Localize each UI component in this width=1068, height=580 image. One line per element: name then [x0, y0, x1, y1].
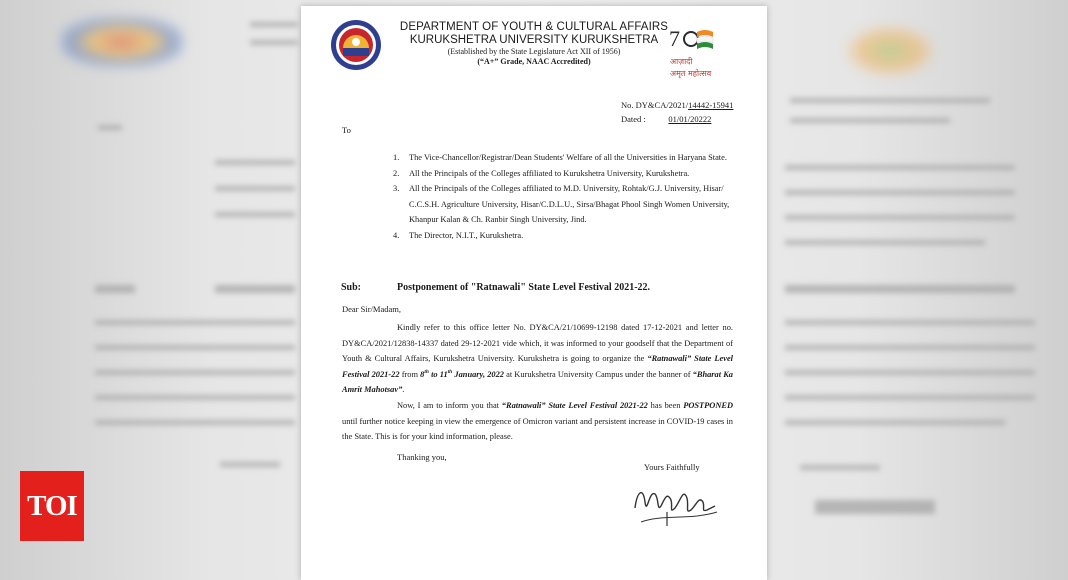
svg-text:अमृत महोत्सव: अमृत महोत्सव — [670, 69, 712, 78]
toi-badge: TOI — [20, 471, 84, 541]
subject-label: Sub: — [341, 282, 362, 293]
reference-number: No. DY&CA/2021/14442-15941 — [621, 100, 734, 110]
naac-grade: (“A+” Grade, NAAC Accredited) — [477, 57, 591, 66]
to-label: To — [342, 125, 351, 135]
letter-date: Dated : 01/01/20222 — [621, 114, 712, 124]
yours-faithfully: Yours Faithfully — [644, 462, 700, 472]
university-emblem-icon — [329, 18, 383, 72]
recipient-item: 1. The Vice-Chancellor/Registrar/Dean Students' Welfare of all the Universities in Haryana State. — [393, 153, 727, 162]
letter-page — [301, 6, 767, 580]
paragraph-1: Kindly refer to this office letter No. DY&CA/21/10699-12198 dated 17-12-2021 and letter no. DY&CA/2021/12838-14337 dated 29-12-2021 vide which, it was informed to your goodself that the Department of Youth & Cultural Affairs, Kurukshetra University. Kurukshetra is going to organize the “Ratnawali” State Level Festival 2021-22 from 8th to 11th January, 2022 at Kurukshetra University Campus under the banner of “Bharat Ka Amrit Mahotsav”. — [342, 323, 734, 395]
recipient-item: 2. All the Principals of the Colleges affiliated to Kurukshetra University, Kurukshetra. — [393, 168, 690, 178]
svg-text:7: 7 — [669, 26, 680, 51]
thanking-you: Thanking you, — [397, 452, 447, 462]
paragraph-2: Now, I am to inform you that “Ratnawali” State Level Festival 2021-22 has been POSTPONED until further notice keeping in view the emergence of Omicron variant and persistent increase in COVID-19 cases in the State. This is for your kind information, please. — [342, 400, 734, 442]
recipient-item: 4. The Director, N.I.T., Kurukshetra. — [393, 230, 524, 240]
recipient-list — [393, 150, 733, 244]
salutation: Dear Sir/Madam, — [342, 304, 402, 314]
establishment-note: (Established by the State Legislature Act XII of 1956) — [447, 47, 621, 56]
svg-text:आज़ादी: आज़ादी — [670, 57, 693, 66]
subject-text: Postponement of "Ratnawali" State Level Festival 2021-22. — [397, 282, 651, 293]
university-name: KURUKSHETRA UNIVERSITY KURUKSHETRA — [409, 34, 659, 46]
azadi-ka-amrit-mahotsav-logo — [667, 24, 719, 82]
signature — [627, 472, 723, 536]
department-name: DEPARTMENT OF YOUTH & CULTURAL AFFAIRS — [399, 21, 669, 33]
letter-body — [342, 320, 733, 445]
recipient-item: 3. All the Principals of the Colleges affiliated to M.D. University, Rohtak/G.J. University, Hisar/ C.C.S.H. Agriculture University, Hisar/C.D.L.U., Sirsa/Bhagat Phool Singh Women University, Khanpur Kalan & Ch. Ranbir Singh University, Jind. — [393, 184, 730, 225]
